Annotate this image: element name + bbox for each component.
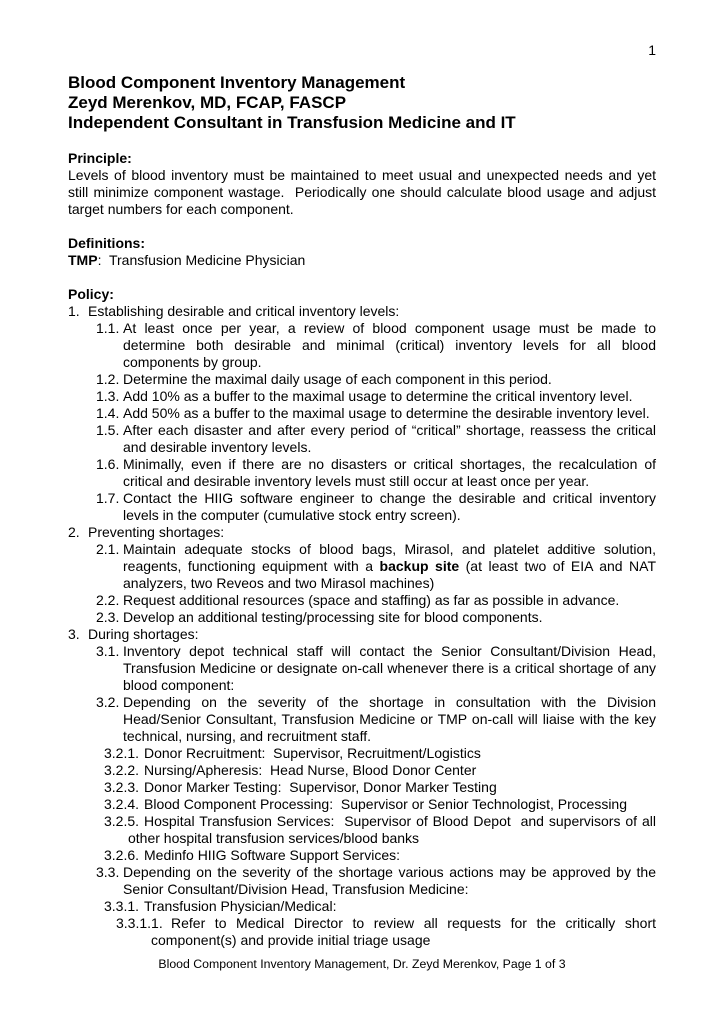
policy-item-1-4 xyxy=(68,405,656,422)
policy-item-text: Depending on the severity of the shortage in consultation with the Division Head/Senior Consultant, Transfusion Medicine or TMP on-call will liaise with the key technical, nursing, and recruitment staff. xyxy=(123,694,656,744)
policy-item-text: Donor Marker Testing: Supervisor, Donor Marker Testing xyxy=(144,779,497,795)
policy-item-text: Contact the HIIG software engineer to change the desirable and critical inventory levels in the computer (cumulative stock entry screen). xyxy=(123,490,656,523)
definitions-heading: Definitions: xyxy=(68,235,145,251)
policy-item-1-5 xyxy=(68,422,656,456)
page-number: 1 xyxy=(648,42,656,58)
page-footer: Blood Component Inventory Management, Dr. Zeyd Merenkov, Page 1 of 3 xyxy=(158,957,566,971)
policy-item-2-2 xyxy=(68,592,656,609)
policy-item-3-2-6 xyxy=(68,847,656,864)
policy-item-number: 3.3. xyxy=(96,864,120,880)
policy-item-2-1 xyxy=(68,541,656,592)
policy-item-text: Nursing/Apheresis: Head Nurse, Blood Donor Center xyxy=(144,762,477,778)
policy-item-2 xyxy=(68,524,656,541)
policy-item-2-3 xyxy=(68,609,656,626)
policy-item-number: 3.2. xyxy=(96,694,120,710)
policy-item-text: Donor Recruitment: Supervisor, Recruitment/Logistics xyxy=(144,745,481,761)
policy-item-text: Establishing desirable and critical inventory levels: xyxy=(88,303,400,319)
document-subtitle: Independent Consultant in Transfusion Medicine and IT xyxy=(68,113,516,132)
policy-item-text: Depending on the severity of the shortage various actions may be approved by the Senior Consultant/Division Head, Transfusion Medicine: xyxy=(123,864,656,897)
definition-line xyxy=(68,252,656,269)
policy-item-number: 3.2.3. xyxy=(104,779,140,795)
policy-item-3 xyxy=(68,626,656,643)
policy-item-number: 3. xyxy=(68,626,80,642)
policy-item-text: Transfusion Physician/Medical: xyxy=(144,898,337,914)
policy-item-text: (at least two of EIA and NAT analyzers, two Reveos and two Mirasol machines) xyxy=(123,558,656,591)
policy-item-text: Inventory depot technical staff will contact the Senior Consultant/Division Head, Transfusion Medicine or designate on-call whenever there is a critical shortage of any blood component: xyxy=(123,643,656,693)
policy-item-text: Minimally, even if there are no disasters or critical shortages, the recalculation of critical and desirable inventory levels must still occur at least once per year. xyxy=(123,456,656,489)
policy-item-number: 3.2.6. xyxy=(104,847,140,863)
policy-item-3-2-5 xyxy=(68,813,656,847)
policy-item-3-2-3 xyxy=(68,779,656,796)
document-header xyxy=(68,73,656,133)
policy-item-3-1 xyxy=(68,643,656,694)
policy-item-text: Maintain adequate stocks of blood bags, Mirasol, and platelet additive solution, reagents, functioning equipment with a xyxy=(123,541,656,574)
policy-item-3-2 xyxy=(68,694,656,745)
policy-item-text: During shortages: xyxy=(88,626,199,642)
policy-item-text: Preventing shortages: xyxy=(88,524,225,540)
policy-item-number: 1.7. xyxy=(96,490,120,506)
policy-item-number: 1.2. xyxy=(96,371,120,387)
policy-item-3-2-1 xyxy=(68,745,656,762)
policy-item-text: Add 50% as a buffer to the maximal usage to determine the desirable inventory level. xyxy=(123,405,650,421)
principle-body: Levels of blood inventory must be maintained to meet usual and unexpected needs and yet still minimize component wastage. Periodically one should calculate blood usage and adjust target numbers for each component. xyxy=(68,167,656,217)
policy-heading: Policy: xyxy=(68,286,114,302)
policy-list xyxy=(68,303,656,949)
policy-item-number: 1.6. xyxy=(96,456,120,472)
policy-item-text: Develop an additional testing/processing site for blood components. xyxy=(123,609,543,625)
policy-item-text: Blood Component Processing: Supervisor or Senior Technologist, Processing xyxy=(144,796,627,812)
policy-item-3-3-1 xyxy=(68,898,656,915)
policy-item-1 xyxy=(68,303,656,320)
policy-item-text: Hospital Transfusion Services: Supervisor of Blood Depot and supervisors of all other hospital transfusion services/blood banks xyxy=(128,813,656,846)
principle-section xyxy=(68,150,656,218)
policy-item-1-2 xyxy=(68,371,656,388)
policy-item-1-3 xyxy=(68,388,656,405)
policy-item-text: Medinfo HIIG Software Support Services: xyxy=(144,847,400,863)
definition-text: : Transfusion Medicine Physician xyxy=(97,252,306,268)
policy-item-number: 1.5. xyxy=(96,422,120,438)
policy-item-text: Request additional resources (space and staffing) as far as possible in advance. xyxy=(123,592,620,608)
policy-item-text-bold: backup site xyxy=(379,558,460,574)
policy-item-text: Determine the maximal daily usage of each component in this period. xyxy=(123,371,552,387)
policy-item-number: 2.1. xyxy=(96,541,120,557)
policy-item-number: 3.2.1. xyxy=(104,745,140,761)
policy-item-number: 2.2. xyxy=(96,592,120,608)
policy-item-number: 3.2.2. xyxy=(104,762,140,778)
document-author: Zeyd Merenkov, MD, FCAP, FASCP xyxy=(68,93,347,112)
policy-item-number: 3.3.1.1. xyxy=(116,915,163,931)
policy-item-text: Add 10% as a buffer to the maximal usage to determine the critical inventory level. xyxy=(123,388,633,404)
policy-item-number: 3.2.4. xyxy=(104,796,140,812)
policy-item-text: Refer to Medical Director to review all requests for the critically short component(s) and provide initial triage usage xyxy=(151,915,656,948)
policy-item-number: 3.1. xyxy=(96,643,120,659)
policy-item-3-3-1-1 xyxy=(68,915,656,949)
policy-item-number: 1.1. xyxy=(96,320,120,336)
policy-item-3-2-4 xyxy=(68,796,656,813)
document-title: Blood Component Inventory Management xyxy=(68,73,406,92)
policy-item-number: 1.3. xyxy=(96,388,120,404)
policy-item-text: After each disaster and after every period of “critical” shortage, reassess the critical and desirable inventory levels. xyxy=(123,422,656,455)
policy-section xyxy=(68,286,656,949)
policy-item-number: 1. xyxy=(68,303,80,319)
policy-item-1-6 xyxy=(68,456,656,490)
definitions-section xyxy=(68,235,656,269)
definition-term: TMP xyxy=(68,252,98,268)
policy-item-number: 2. xyxy=(68,524,80,540)
principle-heading: Principle: xyxy=(68,150,132,166)
policy-item-3-2-2 xyxy=(68,762,656,779)
policy-item-text: At least once per year, a review of blood component usage must be made to determine both desirable and minimal (critical) inventory levels for all blood components by group. xyxy=(123,320,656,370)
policy-item-number: 2.3. xyxy=(96,609,120,625)
policy-item-3-3 xyxy=(68,864,656,898)
policy-item-1-1 xyxy=(68,320,656,371)
policy-item-number: 1.4. xyxy=(96,405,120,421)
policy-item-number: 3.2.5. xyxy=(104,813,140,829)
policy-item-number: 3.3.1. xyxy=(104,898,140,914)
policy-item-1-7 xyxy=(68,490,656,524)
